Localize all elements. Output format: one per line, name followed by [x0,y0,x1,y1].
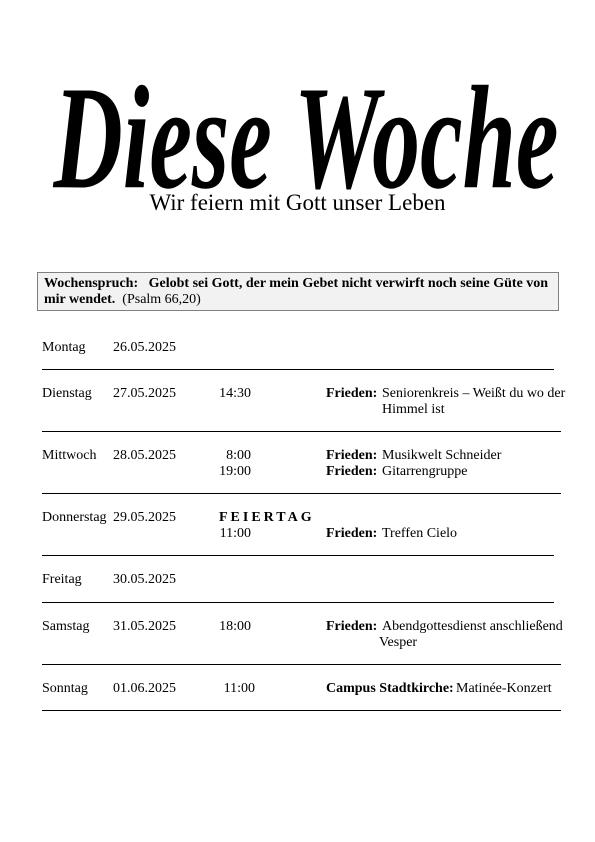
event-location: Frieden: [326,448,378,463]
event-description: Gitarrengruppe [382,464,468,479]
page-title: Diese Woche [52,55,559,190]
event-entry [42,464,582,480]
event-time: 11:00 [219,526,251,541]
event-time: 14:30 [219,386,251,401]
event-description: Abendgottesdienst anschließend [382,619,563,634]
day-name: Samstag [42,619,90,634]
event-entry [42,386,582,417]
divider [42,710,561,711]
event-location: Frieden: [326,526,378,541]
day-name: Freitag [42,572,82,587]
day-name: Dienstag [42,386,92,401]
event-time: 8:00 [226,448,251,463]
divider [42,369,554,370]
event-location: Frieden: [326,464,378,479]
divider [42,555,554,556]
day-date: 30.05.2025 [113,572,176,587]
event-entry [42,448,582,464]
day-name: Mittwoch [42,448,97,463]
page-subtitle: Wir feiern mit Gott unser Leben [149,190,446,215]
day-date: 27.05.2025 [113,386,176,401]
event-description-cont: Himmel ist [382,402,445,417]
wochenspruch-reference: (Psalm 66,20) [122,292,201,307]
event-time: 11:00 [223,681,255,696]
day-date: 28.05.2025 [113,448,176,463]
event-description: Treffen Cielo [382,526,458,541]
wochenspruch-box [37,272,559,311]
day-date: 31.05.2025 [113,619,176,634]
event-time: 19:00 [219,464,251,479]
divider [42,602,554,603]
divider [42,431,561,432]
event-description: Musikwelt Schneider [382,448,502,463]
event-description: Matinée-Konzert [456,681,552,696]
holiday-note: FEIERTAG [219,510,315,525]
event-description: Seniorenkreis – Weißt du wo der [382,386,566,401]
event-entry [42,619,582,650]
day-date: 26.05.2025 [113,340,176,355]
day-name: Donnerstag [42,510,107,525]
divider [42,493,561,494]
event-location: Campus Stadtkirche: [326,681,454,696]
event-entry [42,681,582,697]
wochenspruch-label: Wochenspruch: [44,276,139,291]
event-location: Frieden: [326,386,378,401]
day-name: Montag [42,340,86,355]
event-entry [42,526,582,542]
day-date: 01.06.2025 [113,681,176,696]
event-location: Frieden: [326,619,378,634]
day-date: 29.05.2025 [113,510,176,525]
event-description-cont: Vesper [379,635,418,650]
banner-title [0,0,595,190]
divider [42,664,561,665]
event-time: 18:00 [219,619,251,634]
wochenspruch-text: Gelobt sei Gott, der mein Gebet nicht verwirft noch seine Güte von mir wendet. [44,276,549,307]
day-name: Sonntag [42,681,88,696]
